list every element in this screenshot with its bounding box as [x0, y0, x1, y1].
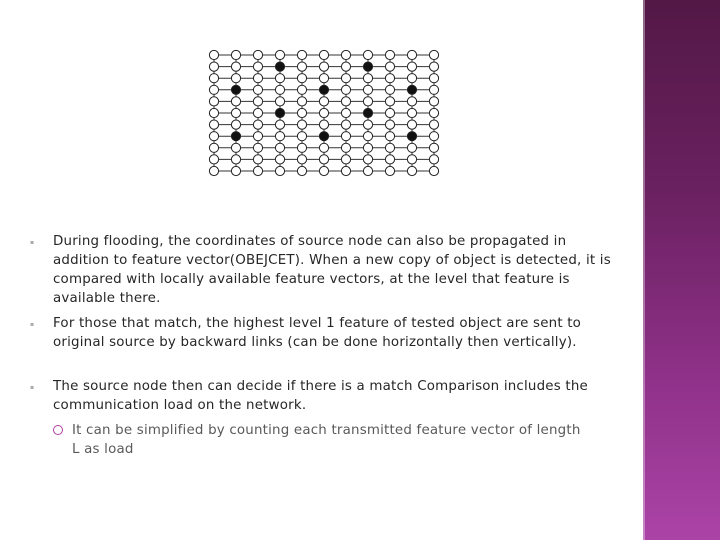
grid-node [319, 108, 328, 117]
bullet-marker-icon [30, 385, 36, 391]
grid-node [275, 132, 284, 141]
grid-node [209, 143, 218, 152]
grid-node [231, 50, 240, 59]
grid-node [363, 120, 372, 129]
grid-node [407, 74, 416, 83]
grid-node-source [407, 85, 416, 94]
grid-node-source [275, 62, 284, 71]
grid-node [385, 132, 394, 141]
grid-node [297, 155, 306, 164]
grid-node [231, 62, 240, 71]
grid-node [275, 85, 284, 94]
grid-node [385, 74, 394, 83]
grid-node [341, 155, 350, 164]
ring-bullet-icon [53, 425, 63, 435]
grid-node [209, 85, 218, 94]
grid-node-source [319, 85, 328, 94]
grid-node [407, 108, 416, 117]
grid-node [385, 50, 394, 59]
grid-node [253, 74, 262, 83]
grid-node [297, 108, 306, 117]
grid-node [209, 50, 218, 59]
grid-node [341, 62, 350, 71]
grid-node [209, 166, 218, 175]
grid-node [275, 166, 284, 175]
grid-node [231, 108, 240, 117]
grid-node [385, 143, 394, 152]
grid-node-source [231, 85, 240, 94]
grid-node [363, 97, 372, 106]
grid-node [429, 120, 438, 129]
bullet-marker-icon [30, 322, 36, 328]
grid-node [253, 120, 262, 129]
grid-node [253, 155, 262, 164]
grid-node [429, 74, 438, 83]
grid-node [363, 143, 372, 152]
grid-node [429, 143, 438, 152]
grid-node [319, 62, 328, 71]
grid-node [429, 97, 438, 106]
grid-node [275, 74, 284, 83]
grid-node [297, 62, 306, 71]
grid-node [209, 74, 218, 83]
grid-node [363, 85, 372, 94]
grid-node [209, 97, 218, 106]
grid-node [341, 120, 350, 129]
grid-node [209, 120, 218, 129]
grid-node [231, 143, 240, 152]
grid-node-source [231, 132, 240, 141]
grid-node [385, 155, 394, 164]
grid-node [231, 97, 240, 106]
grid-node [341, 166, 350, 175]
grid-node [319, 97, 328, 106]
grid-node [319, 50, 328, 59]
grid-node [385, 97, 394, 106]
grid-node [341, 50, 350, 59]
decorative-side-band [643, 0, 720, 540]
grid-node [363, 132, 372, 141]
grid-node [407, 166, 416, 175]
grid-node [407, 97, 416, 106]
grid-node [429, 50, 438, 59]
grid-node [385, 85, 394, 94]
grid-node [385, 166, 394, 175]
grid-node [407, 143, 416, 152]
bullet-text: During flooding, the coordinates of source node can also be propagated in addition to feature vector(OBEJCET). When a new copy of object is detected, it is compared with locally available feature vectors, at the level that feature is available there. [53, 234, 611, 306]
grid-node [319, 166, 328, 175]
grid-node [363, 155, 372, 164]
grid-node [385, 108, 394, 117]
grid-node [363, 50, 372, 59]
grid-node [253, 108, 262, 117]
grid-node [429, 85, 438, 94]
grid-node [385, 120, 394, 129]
grid-node [429, 62, 438, 71]
grid-node [231, 166, 240, 175]
grid-node [341, 108, 350, 117]
grid-node-source [363, 108, 372, 117]
grid-node [209, 62, 218, 71]
grid-node [429, 155, 438, 164]
grid-node [341, 97, 350, 106]
grid-node [231, 155, 240, 164]
grid-node [319, 120, 328, 129]
grid-node [297, 97, 306, 106]
grid-node [319, 143, 328, 152]
sub-bullet-text: It can be simplified by counting each transmitted feature vector of length L as load [72, 423, 581, 457]
grid-node [275, 50, 284, 59]
bullet-text: The source node then can decide if there is a match Comparison includes the communication load on the network. [53, 379, 588, 413]
grid-node [407, 50, 416, 59]
bullet-text: For those that match, the highest level 1 feature of tested object are sent to original source by backward links (can be done horizontally then vertically). [53, 316, 582, 350]
grid-node [253, 50, 262, 59]
grid-node [319, 74, 328, 83]
grid-node-source [363, 62, 372, 71]
sensor-grid-diagram [0, 0, 720, 200]
grid-node [407, 62, 416, 71]
grid-node [253, 143, 262, 152]
grid-node [275, 155, 284, 164]
grid-node [253, 97, 262, 106]
grid-node [429, 108, 438, 117]
grid-node [341, 85, 350, 94]
grid-node [297, 85, 306, 94]
grid-node [275, 143, 284, 152]
grid-node [253, 62, 262, 71]
grid-node [297, 143, 306, 152]
grid-node [363, 74, 372, 83]
grid-node [275, 120, 284, 129]
grid-node [385, 62, 394, 71]
grid-node [429, 166, 438, 175]
grid-node [231, 120, 240, 129]
grid-node [253, 132, 262, 141]
grid-node [209, 155, 218, 164]
grid-node [253, 85, 262, 94]
grid-node [275, 97, 284, 106]
grid-node-source [275, 108, 284, 117]
grid-node [297, 50, 306, 59]
bullet-marker-icon [30, 240, 36, 246]
grid-node [341, 132, 350, 141]
grid-node [407, 155, 416, 164]
grid-node [253, 166, 262, 175]
grid-node [341, 143, 350, 152]
grid-node [429, 132, 438, 141]
grid-node [231, 74, 240, 83]
grid-node [297, 120, 306, 129]
grid-node [297, 132, 306, 141]
grid-node-source [407, 132, 416, 141]
grid-node [319, 155, 328, 164]
grid-node-source [319, 132, 328, 141]
grid-node [209, 132, 218, 141]
grid-node [297, 74, 306, 83]
grid-node [407, 120, 416, 129]
grid-node [363, 166, 372, 175]
grid-node [297, 166, 306, 175]
grid-node [209, 108, 218, 117]
grid-node [341, 74, 350, 83]
